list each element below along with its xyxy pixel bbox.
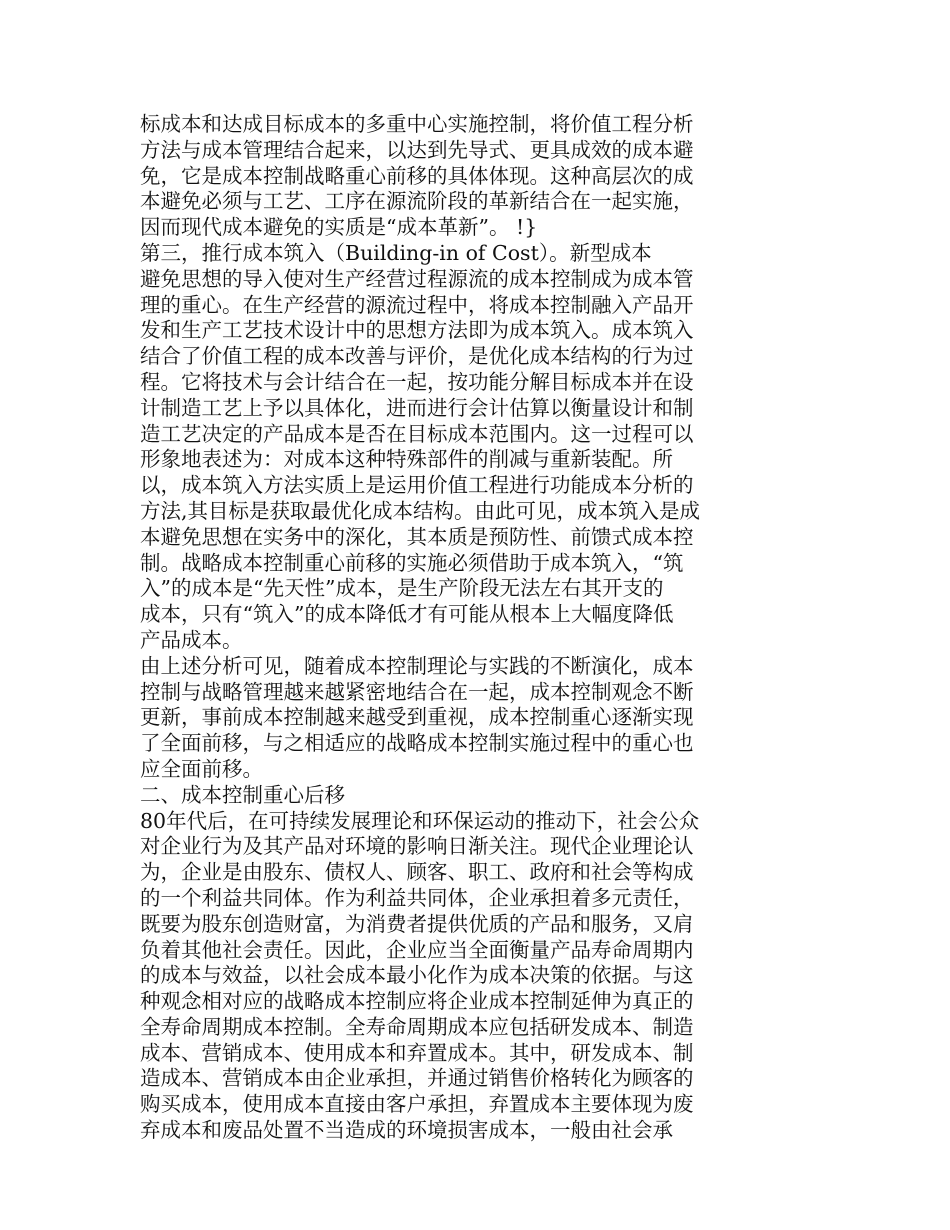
text-line: 的成本与效益，以社会成本最小化作为成本决策的依据。与这 (140, 963, 694, 988)
text-line: 避免思想的导入使对生产经营过程源流的成本控制成为成本管 (140, 266, 694, 291)
section-heading: 二、成本控制重心后移 (140, 782, 345, 807)
text-line: 80年代后，在可持续发展理论和环保运动的推动下，社会公众 (140, 808, 700, 833)
text-line: 产品成本。 (140, 627, 243, 652)
text-line: 第三，推行成本筑入（Building-in of Cost）。新型成本 (140, 240, 652, 265)
text-line: 发和生产工艺技术设计中的思想方法即为成本筑入。成本筑入 (140, 318, 694, 343)
text-line: 因而现代成本避免的实质是“成本革新”。 !} (140, 215, 538, 240)
text-line: 计制造工艺上予以具体化，进而进行会计估算以衡量设计和制 (140, 395, 694, 420)
text-line: 负着其他社会责任。因此，企业应当全面衡量产品寿命周期内 (140, 937, 694, 962)
text-line: 成本、营销成本、使用成本和弃置成本。其中，研发成本、制 (140, 1040, 694, 1065)
text-line: 的一个利益共同体。作为利益共同体，企业承担着多元责任， (140, 885, 694, 910)
text-line: 由上述分析可见，随着成本控制理论与实践的不断演化，成本 (140, 653, 694, 678)
text-line: 形象地表述为：对成本这种特殊部件的削减与重新装配。所 (140, 447, 673, 472)
text-line: 结合了价值工程的成本改善与评价，是优化成本结构的行为过 (140, 344, 694, 369)
text-line: 了全面前移，与之相适应的战略成本控制实施过程中的重心也 (140, 731, 694, 756)
text-line: 对企业行为及其产品对环境的影响日渐关注。现代企业理论认 (140, 834, 694, 859)
text-line: 购买成本，使用成本直接由客户承担，弃置成本主要体现为废 (140, 1092, 694, 1117)
text-line: 造工艺决定的产品成本是否在目标成本范围内。这一过程可以 (140, 421, 694, 446)
text-line: 方法,其目标是获取最优化成本结构。由此可见，成本筑入是成 (140, 498, 701, 523)
text-line: 应全面前移。 (140, 756, 263, 781)
text-line: 本避免必须与工艺、工序在源流阶段的革新结合在一起实施， (140, 189, 694, 214)
document-body (140, 112, 760, 1144)
text-line: 控制与战略管理越来越紧密地结合在一起，成本控制观念不断 (140, 679, 694, 704)
text-line: 更新，事前成本控制越来越受到重视，成本控制重心逐渐实现 (140, 705, 694, 730)
text-line: 方法与成本管理结合起来，以达到先导式、更具成效的成本避 (140, 137, 694, 162)
text-line: 理的重心。在生产经营的源流过程中，将成本控制融入产品开 (140, 292, 694, 317)
text-line: 全寿命周期成本控制。全寿命周期成本应包括研发成本、制造 (140, 1014, 694, 1039)
text-line: 标成本和达成目标成本的多重中心实施控制，将价值工程分析 (140, 112, 694, 136)
text-line: 入”的成本是“先天性”成本，是生产阶段无法左右其开支的 (140, 576, 664, 601)
text-line: 种观念相对应的战略成本控制应将企业成本控制延伸为真正的 (140, 989, 694, 1014)
text-line: 本避免思想在实务中的深化，其本质是预防性、前馈式成本控 (140, 524, 694, 549)
text-line: 成本，只有“筑入”的成本降低才有可能从根本上大幅度降低 (140, 602, 674, 627)
text-line: 为，企业是由股东、债权人、顾客、职工、政府和社会等构成 (140, 860, 694, 885)
text-line: 免，它是成本控制战略重心前移的具体体现。这种高层次的成 (140, 163, 694, 188)
text-line: 造成本、营销成本由企业承担，并通过销售价格转化为顾客的 (140, 1066, 694, 1091)
text-line: 弃成本和废品处置不当造成的环境损害成本，一般由社会承 (140, 1118, 673, 1143)
text-line: 既要为股东创造财富，为消费者提供优质的产品和服务，又肩 (140, 911, 694, 936)
text-line: 制。战略成本控制重心前移的实施必须借助于成本筑入，“筑 (140, 550, 684, 575)
text-line: 程。它将技术与会计结合在一起，按功能分解目标成本并在设 (140, 369, 694, 394)
text-line: 以，成本筑入方法实质上是运用价值工程进行功能成本分析的 (140, 473, 694, 498)
